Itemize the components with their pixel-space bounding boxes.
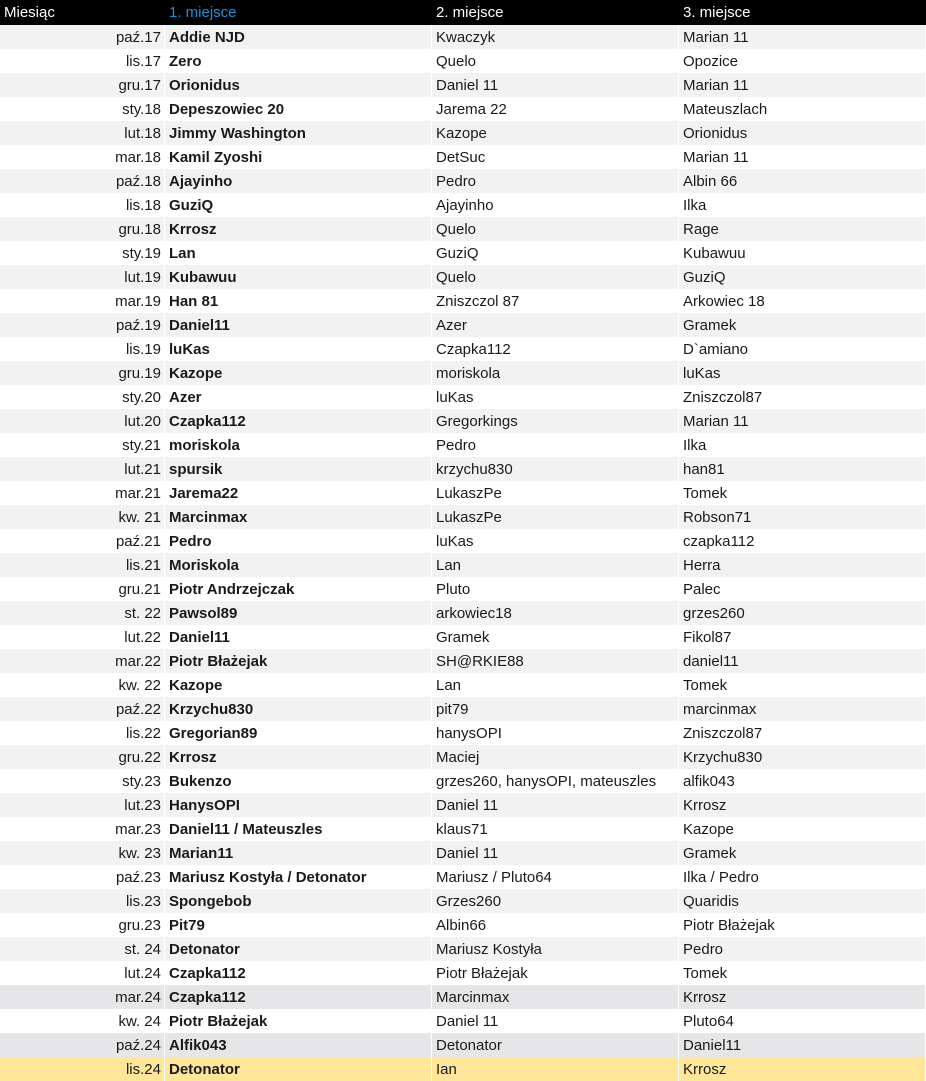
- cell-first-place[interactable]: Czapka112: [165, 985, 432, 1009]
- cell-third-place[interactable]: Krrosz: [679, 985, 926, 1009]
- cell-third-place[interactable]: Orionidus: [679, 121, 926, 145]
- cell-first-place[interactable]: Orionidus: [165, 73, 432, 97]
- table-row: [0, 457, 926, 481]
- cell-third-place[interactable]: Robson71: [679, 505, 926, 529]
- table-row: [0, 49, 926, 73]
- cell-second-place[interactable]: grzes260, hanysOPI, mateuszles: [432, 769, 679, 793]
- cell-third-place[interactable]: Kubawuu: [679, 241, 926, 265]
- table-row: [0, 985, 926, 1009]
- cell-third-place[interactable]: Ilka: [679, 193, 926, 217]
- cell-third-place[interactable]: Ilka / Pedro: [679, 865, 926, 889]
- table-row: [0, 433, 926, 457]
- cell-third-place[interactable]: Kazope: [679, 817, 926, 841]
- table-row: [0, 697, 926, 721]
- cell-month[interactable]: gru.17: [0, 73, 165, 97]
- cell-third-place[interactable]: grzes260: [679, 601, 926, 625]
- cell-third-place[interactable]: Gramek: [679, 313, 926, 337]
- cell-first-place[interactable]: Krrosz: [165, 745, 432, 769]
- table-row: [0, 25, 926, 49]
- cell-month[interactable]: st. 24: [0, 937, 165, 961]
- table-row: [0, 1033, 926, 1057]
- cell-first-place[interactable]: Daniel11: [165, 313, 432, 337]
- cell-month[interactable]: sty.20: [0, 385, 165, 409]
- cell-second-place[interactable]: SH@RKIE88: [432, 649, 679, 673]
- table-row: [0, 793, 926, 817]
- cell-first-place[interactable]: Piotr Błażejak: [165, 1009, 432, 1033]
- cell-third-place[interactable]: Fikol87: [679, 625, 926, 649]
- cell-first-place[interactable]: Daniel11: [165, 625, 432, 649]
- cell-month[interactable]: paź.22: [0, 697, 165, 721]
- table-row: [0, 625, 926, 649]
- cell-first-place[interactable]: spursik: [165, 457, 432, 481]
- cell-second-place[interactable]: Daniel 11: [432, 793, 679, 817]
- cell-month[interactable]: kw. 24: [0, 1009, 165, 1033]
- cell-first-place[interactable]: Krrosz: [165, 217, 432, 241]
- table-row: [0, 145, 926, 169]
- table-header: [0, 0, 926, 25]
- header-third-place[interactable]: 3. miejsce: [683, 4, 751, 21]
- cell-first-place[interactable]: Marcinmax: [165, 505, 432, 529]
- cell-third-place[interactable]: GuziQ: [679, 265, 926, 289]
- cell-third-place[interactable]: Pedro: [679, 937, 926, 961]
- cell-month[interactable]: lis.21: [0, 553, 165, 577]
- cell-first-place[interactable]: Daniel11 / Mateuszles: [165, 817, 432, 841]
- cell-month[interactable]: paź.18: [0, 169, 165, 193]
- cell-second-place[interactable]: hanysOPI: [432, 721, 679, 745]
- cell-second-place[interactable]: Daniel 11: [432, 73, 679, 97]
- cell-second-place[interactable]: Lan: [432, 553, 679, 577]
- table-row: [0, 745, 926, 769]
- cell-first-place[interactable]: Jarema22: [165, 481, 432, 505]
- table-row: [0, 817, 926, 841]
- table-row: [0, 481, 926, 505]
- cell-month[interactable]: paź.23: [0, 865, 165, 889]
- cell-third-place[interactable]: Albin 66: [679, 169, 926, 193]
- cell-second-place[interactable]: Marcinmax: [432, 985, 679, 1009]
- cell-third-place[interactable]: Gramek: [679, 841, 926, 865]
- cell-third-place[interactable]: Quaridis: [679, 889, 926, 913]
- cell-month[interactable]: mar.21: [0, 481, 165, 505]
- cell-month[interactable]: lis.24: [0, 1057, 165, 1081]
- cell-third-place[interactable]: Opozice: [679, 49, 926, 73]
- cell-second-place[interactable]: Ian: [432, 1057, 679, 1081]
- cell-month[interactable]: mar.18: [0, 145, 165, 169]
- cell-month[interactable]: lut.22: [0, 625, 165, 649]
- cell-month[interactable]: lis.19: [0, 337, 165, 361]
- cell-month[interactable]: sty.23: [0, 769, 165, 793]
- cell-month[interactable]: mar.23: [0, 817, 165, 841]
- cell-first-place[interactable]: Lan: [165, 241, 432, 265]
- table-row: [0, 769, 926, 793]
- cell-month[interactable]: mar.24: [0, 985, 165, 1009]
- table-row: [0, 553, 926, 577]
- cell-month[interactable]: gru.23: [0, 913, 165, 937]
- cell-second-place[interactable]: Mariusz / Pluto64: [432, 865, 679, 889]
- cell-second-place[interactable]: luKas: [432, 385, 679, 409]
- table-row: [0, 1009, 926, 1033]
- table-row: [0, 289, 926, 313]
- cell-third-place[interactable]: Piotr Błażejak: [679, 913, 926, 937]
- cell-first-place[interactable]: Marian11: [165, 841, 432, 865]
- header-month[interactable]: Miesiąc: [4, 4, 55, 21]
- cell-first-place[interactable]: Azer: [165, 385, 432, 409]
- cell-month[interactable]: paź.17: [0, 25, 165, 49]
- cell-second-place[interactable]: Pedro: [432, 433, 679, 457]
- cell-third-place[interactable]: Arkowiec 18: [679, 289, 926, 313]
- cell-first-place[interactable]: Jimmy Washington: [165, 121, 432, 145]
- header-first-place[interactable]: 1. miejsce: [169, 4, 237, 21]
- cell-month[interactable]: lut.18: [0, 121, 165, 145]
- cell-month[interactable]: paź.21: [0, 529, 165, 553]
- cell-second-place[interactable]: krzychu830: [432, 457, 679, 481]
- cell-first-place[interactable]: Mariusz Kostyła / Detonator: [165, 865, 432, 889]
- table-row: [0, 913, 926, 937]
- cell-month[interactable]: lut.20: [0, 409, 165, 433]
- cell-third-place[interactable]: Daniel11: [679, 1033, 926, 1057]
- cell-third-place[interactable]: Zniszczol87: [679, 721, 926, 745]
- cell-third-place[interactable]: han81: [679, 457, 926, 481]
- cell-first-place[interactable]: Czapka112: [165, 961, 432, 985]
- cell-third-place[interactable]: luKas: [679, 361, 926, 385]
- table-row: [0, 265, 926, 289]
- table-row: [0, 313, 926, 337]
- cell-first-place[interactable]: Gregorian89: [165, 721, 432, 745]
- cell-first-place[interactable]: Pawsol89: [165, 601, 432, 625]
- table-body: [0, 25, 926, 1081]
- cell-first-place[interactable]: Kubawuu: [165, 265, 432, 289]
- cell-first-place[interactable]: Pit79: [165, 913, 432, 937]
- cell-first-place[interactable]: Ajayinho: [165, 169, 432, 193]
- cell-second-place[interactable]: luKas: [432, 529, 679, 553]
- cell-month[interactable]: lut.24: [0, 961, 165, 985]
- cell-first-place[interactable]: Han 81: [165, 289, 432, 313]
- cell-month[interactable]: kw. 23: [0, 841, 165, 865]
- cell-second-place[interactable]: Jarema 22: [432, 97, 679, 121]
- cell-first-place[interactable]: moriskola: [165, 433, 432, 457]
- cell-month[interactable]: kw. 22: [0, 673, 165, 697]
- cell-first-place[interactable]: Kazope: [165, 361, 432, 385]
- cell-second-place[interactable]: Zniszczol 87: [432, 289, 679, 313]
- cell-second-place[interactable]: Albin66: [432, 913, 679, 937]
- cell-second-place[interactable]: Daniel 11: [432, 1009, 679, 1033]
- cell-month[interactable]: lis.17: [0, 49, 165, 73]
- cell-first-place[interactable]: luKas: [165, 337, 432, 361]
- table-row: [0, 529, 926, 553]
- cell-month[interactable]: sty.21: [0, 433, 165, 457]
- cell-first-place[interactable]: Detonator: [165, 1057, 432, 1081]
- table-row: [0, 241, 926, 265]
- table-row: [0, 121, 926, 145]
- cell-first-place[interactable]: HanysOPI: [165, 793, 432, 817]
- cell-month[interactable]: gru.22: [0, 745, 165, 769]
- table-row: [0, 937, 926, 961]
- cell-second-place[interactable]: Detonator: [432, 1033, 679, 1057]
- cell-second-place[interactable]: Maciej: [432, 745, 679, 769]
- cell-third-place[interactable]: Marian 11: [679, 25, 926, 49]
- cell-first-place[interactable]: Czapka112: [165, 409, 432, 433]
- cell-first-place[interactable]: Bukenzo: [165, 769, 432, 793]
- table-row: [0, 601, 926, 625]
- header-second-place[interactable]: 2. miejsce: [436, 4, 504, 21]
- cell-third-place[interactable]: Palec: [679, 577, 926, 601]
- cell-month[interactable]: gru.19: [0, 361, 165, 385]
- cell-first-place[interactable]: Pedro: [165, 529, 432, 553]
- cell-second-place[interactable]: Gregorkings: [432, 409, 679, 433]
- cell-month[interactable]: lut.23: [0, 793, 165, 817]
- cell-second-place[interactable]: moriskola: [432, 361, 679, 385]
- cell-second-place[interactable]: klaus71: [432, 817, 679, 841]
- cell-third-place[interactable]: Marian 11: [679, 145, 926, 169]
- cell-second-place[interactable]: Grzes260: [432, 889, 679, 913]
- table-row: [0, 409, 926, 433]
- cell-first-place[interactable]: Depeszowiec 20: [165, 97, 432, 121]
- cell-second-place[interactable]: Quelo: [432, 49, 679, 73]
- cell-month[interactable]: gru.18: [0, 217, 165, 241]
- table-row: [0, 1057, 926, 1081]
- cell-month[interactable]: mar.22: [0, 649, 165, 673]
- cell-first-place[interactable]: Spongebob: [165, 889, 432, 913]
- cell-first-place[interactable]: Detonator: [165, 937, 432, 961]
- table-row: [0, 505, 926, 529]
- cell-month[interactable]: sty.18: [0, 97, 165, 121]
- cell-month[interactable]: lis.23: [0, 889, 165, 913]
- cell-third-place[interactable]: Ilka: [679, 433, 926, 457]
- cell-second-place[interactable]: Pluto: [432, 577, 679, 601]
- cell-month[interactable]: mar.19: [0, 289, 165, 313]
- table-row: [0, 97, 926, 121]
- cell-third-place[interactable]: Zniszczol87: [679, 385, 926, 409]
- cell-third-place[interactable]: Krzychu830: [679, 745, 926, 769]
- table-row: [0, 577, 926, 601]
- cell-first-place[interactable]: Addie NJD: [165, 25, 432, 49]
- cell-second-place[interactable]: DetSuc: [432, 145, 679, 169]
- cell-second-place[interactable]: Lan: [432, 673, 679, 697]
- table-row: [0, 169, 926, 193]
- table-row: [0, 193, 926, 217]
- cell-second-place[interactable]: Gramek: [432, 625, 679, 649]
- cell-month[interactable]: st. 22: [0, 601, 165, 625]
- cell-third-place[interactable]: Tomek: [679, 673, 926, 697]
- cell-second-place[interactable]: LukaszPe: [432, 481, 679, 505]
- cell-second-place[interactable]: Mariusz Kostyła: [432, 937, 679, 961]
- table-row: [0, 337, 926, 361]
- cell-second-place[interactable]: Azer: [432, 313, 679, 337]
- table-row: [0, 673, 926, 697]
- cell-second-place[interactable]: Quelo: [432, 265, 679, 289]
- cell-first-place[interactable]: Kazope: [165, 673, 432, 697]
- cell-month[interactable]: lis.22: [0, 721, 165, 745]
- cell-first-place[interactable]: Zero: [165, 49, 432, 73]
- cell-third-place[interactable]: Marian 11: [679, 409, 926, 433]
- table-row: [0, 649, 926, 673]
- cell-month[interactable]: lis.18: [0, 193, 165, 217]
- table-row: [0, 721, 926, 745]
- cell-first-place[interactable]: Alfik043: [165, 1033, 432, 1057]
- cell-month[interactable]: gru.21: [0, 577, 165, 601]
- cell-third-place[interactable]: Tomek: [679, 481, 926, 505]
- table-row: [0, 889, 926, 913]
- cell-third-place[interactable]: Herra: [679, 553, 926, 577]
- cell-second-place[interactable]: Piotr Błażejak: [432, 961, 679, 985]
- cell-first-place[interactable]: GuziQ: [165, 193, 432, 217]
- cell-month[interactable]: paź.24: [0, 1033, 165, 1057]
- cell-second-place[interactable]: pit79: [432, 697, 679, 721]
- cell-first-place[interactable]: Krzychu830: [165, 697, 432, 721]
- cell-third-place[interactable]: alfik043: [679, 769, 926, 793]
- cell-third-place[interactable]: daniel11: [679, 649, 926, 673]
- cell-third-place[interactable]: marcinmax: [679, 697, 926, 721]
- cell-first-place[interactable]: Moriskola: [165, 553, 432, 577]
- cell-second-place[interactable]: Kazope: [432, 121, 679, 145]
- cell-first-place[interactable]: Kamil Zyoshi: [165, 145, 432, 169]
- cell-third-place[interactable]: Krrosz: [679, 1057, 926, 1081]
- cell-second-place[interactable]: GuziQ: [432, 241, 679, 265]
- cell-month[interactable]: paź.19: [0, 313, 165, 337]
- cell-third-place[interactable]: Pluto64: [679, 1009, 926, 1033]
- cell-third-place[interactable]: Tomek: [679, 961, 926, 985]
- cell-month[interactable]: sty.19: [0, 241, 165, 265]
- cell-first-place[interactable]: Piotr Błażejak: [165, 649, 432, 673]
- cell-third-place[interactable]: czapka112: [679, 529, 926, 553]
- cell-second-place[interactable]: Czapka112: [432, 337, 679, 361]
- table-row: [0, 865, 926, 889]
- cell-month[interactable]: lut.19: [0, 265, 165, 289]
- cell-second-place[interactable]: Pedro: [432, 169, 679, 193]
- cell-second-place[interactable]: LukaszPe: [432, 505, 679, 529]
- cell-first-place[interactable]: Piotr Andrzejczak: [165, 577, 432, 601]
- table-row: [0, 841, 926, 865]
- cell-second-place[interactable]: arkowiec18: [432, 601, 679, 625]
- cell-second-place[interactable]: Daniel 11: [432, 841, 679, 865]
- table-row: [0, 73, 926, 97]
- cell-third-place[interactable]: Krrosz: [679, 793, 926, 817]
- table-row: [0, 961, 926, 985]
- cell-third-place[interactable]: D`amiano: [679, 337, 926, 361]
- cell-second-place[interactable]: Kwaczyk: [432, 25, 679, 49]
- cell-third-place[interactable]: Mateuszlach: [679, 97, 926, 121]
- table-row: [0, 217, 926, 241]
- cell-month[interactable]: lut.21: [0, 457, 165, 481]
- cell-second-place[interactable]: Quelo: [432, 217, 679, 241]
- cell-third-place[interactable]: Rage: [679, 217, 926, 241]
- cell-third-place[interactable]: Marian 11: [679, 73, 926, 97]
- table-row: [0, 361, 926, 385]
- cell-second-place[interactable]: Ajayinho: [432, 193, 679, 217]
- table-row: [0, 385, 926, 409]
- cell-month[interactable]: kw. 21: [0, 505, 165, 529]
